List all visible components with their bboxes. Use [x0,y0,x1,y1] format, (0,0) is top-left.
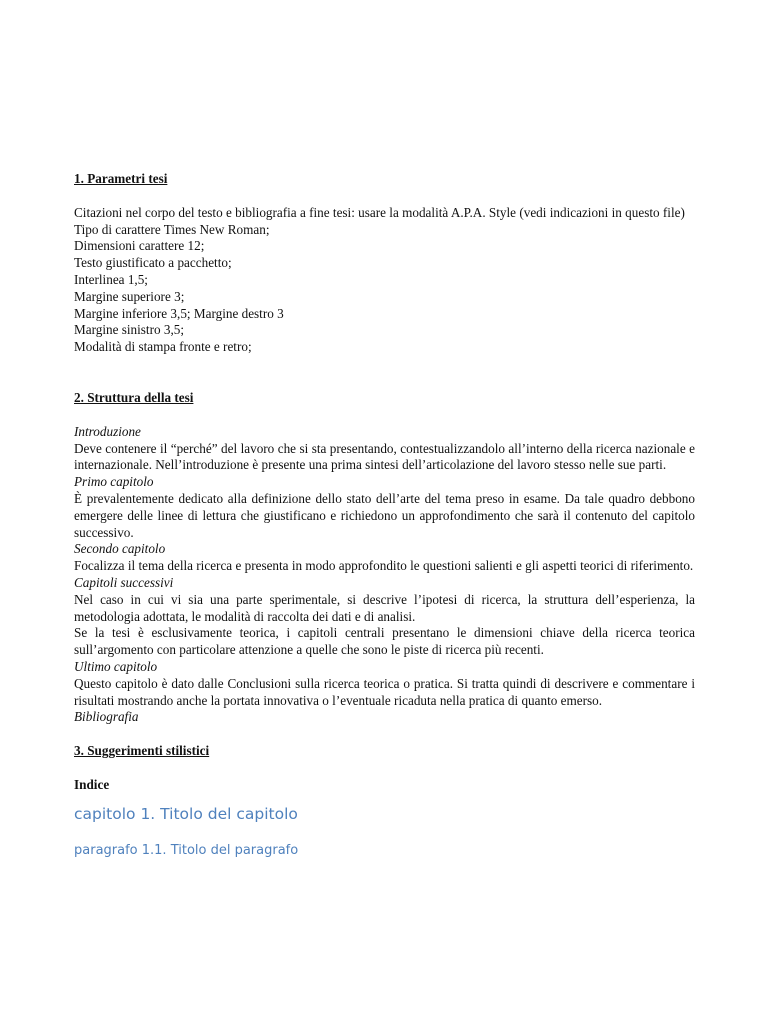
param-line: Margine inferiore 3,5; Margine destro 3 [74,305,284,321]
first-chapter-text: È prevalentemente dedicato alla definizione dello stato dell’arte del tema preso in esame. Da tale quadro debbono emergere delle linee di lettura che giustificano e richiedono un approfondimento che sarà il contenuto del capitolo successivo. [74,490,695,540]
section-3-heading: 3. Suggerimenti stilistici [74,743,210,759]
param-line: Margine superiore 3; [74,288,185,304]
second-chapter-text: Focalizza il tema della ricerca e presenta in modo approfondito le questioni salienti e gli aspetti teorici di riferimento. [74,558,694,574]
last-chapter-text: Questo capitolo è dato dalle Conclusioni sulla ricerca teorica o pratica. Si tratta quindi di descrivere e commentare i risultati mostrando anche la portata innovativa o l’eventuale ricaduta nella pratica di quanto emerso. [74,675,695,708]
intro-title: Introduzione [74,423,141,439]
section-1-heading: 1. Parametri tesi [74,171,168,186]
chapter-title-example: capitolo 1. Titolo del capitolo [74,804,298,823]
param-line: Dimensioni carattere 12; [74,238,205,254]
next-chapters-text-1: Nel caso in cui vi sia una parte sperimentale, si descrive l’ipotesi di ricerca, la struttura dell’esperienza, la metodologia adottata, le modalità di raccolta dei dati e di analisi. [74,591,695,624]
param-line: Margine sinistro 3,5; [74,322,185,338]
first-chapter-title: Primo capitolo [74,474,154,490]
param-line: Interlinea 1,5; [74,271,148,287]
index-label: Indice [74,776,110,792]
second-chapter-title: Secondo capitolo [74,541,166,557]
param-line: Modalità di stampa fronte e retro; [74,339,252,355]
next-chapters-text-2: Se la tesi è esclusivamente teorica, i capitoli centrali presentano le dimensioni chiave della ricerca teorica sull’argomento con particolare attenzione a quelle che sono le piste di ricerca più recenti. [74,625,695,658]
intro-text: Deve contenere il “perché” del lavoro che si sta presentando, contestualizzandolo all’interno della ricerca nazionale e internazionale. Nell’introduzione è presente una prima sintesi dell’articolazione del lavoro stesso nelle sue parti. [74,440,695,473]
section-2-heading: 2. Struttura della tesi [74,389,194,405]
bibliography-title: Bibliografia [74,709,139,725]
param-line: Testo giustificato a pacchetto; [74,255,232,271]
next-chapters-title: Capitoli successivi [74,574,174,590]
document-page [74,171,695,860]
param-line: Tipo di carattere Times New Roman; [74,221,270,237]
paragraph-title-example: paragrafo 1.1. Titolo del paragrafo [74,842,299,858]
last-chapter-title: Ultimo capitolo [74,658,158,674]
section-1-intro: Citazioni nel corpo del testo e bibliografia a fine tesi: usare la modalità A.P.A. Style (vedi indicazioni in questo file) [74,204,685,220]
